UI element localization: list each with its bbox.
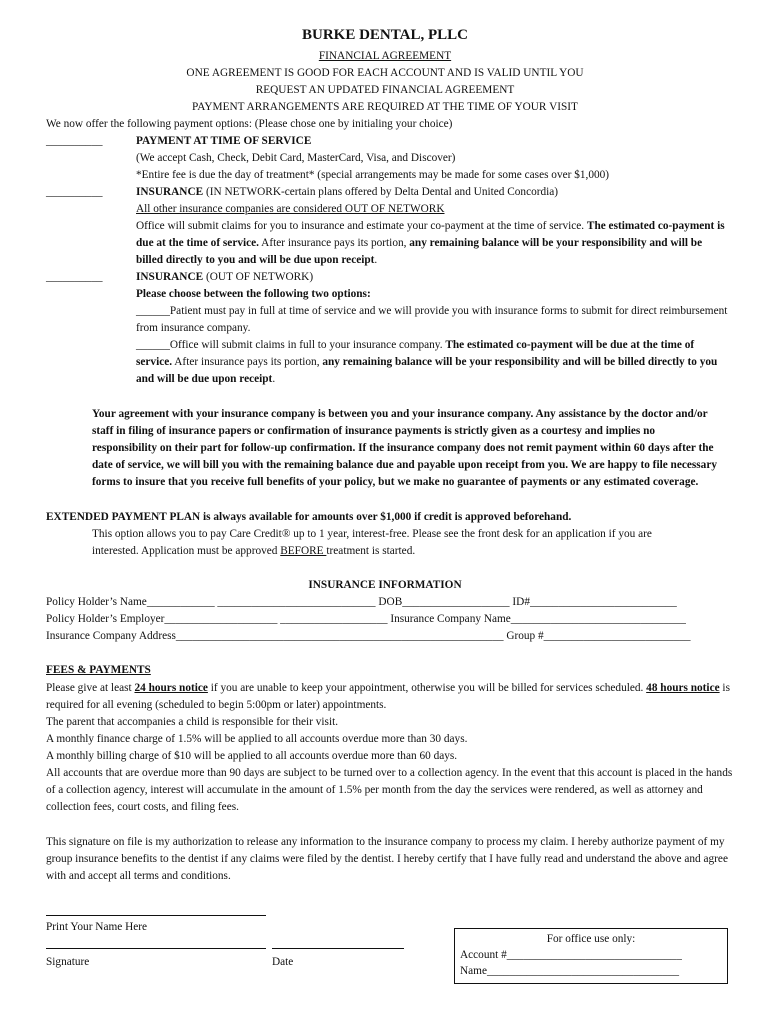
option1-initial-blank[interactable]: __________ [46,135,103,147]
insurance-info-heading: INSURANCE INFORMATION [308,579,462,591]
header-line-1: ONE AGREEMENT IS GOOD FOR EACH ACCOUNT AND IS VALID UNTIL YOU [186,67,584,79]
option2-title-rest: (IN NETWORK-certain plans offered by Delta Dental and United Concordia) [203,186,559,198]
extended-l2a: interested. Application must be approved [92,545,281,557]
signature-line[interactable] [46,948,266,949]
option2-title-bold: INSURANCE [136,186,204,198]
option3-choice-a [136,303,731,337]
option2-paragraph [136,218,731,269]
fees-l1a: Please give at least [46,682,135,694]
fees-line-collection: All accounts that are overdue more than 90 days are subject to be turned over to a collection agency. In the event that this account is placed in the hands of a collection agency, interest will accumulate in the amount of 1.5% per month from the day the services were rendered, as well as attorney and collection fees, court costs, and filing fees. [46,767,733,813]
option2-initial-blank[interactable]: __________ [46,186,103,198]
option1-line1: (We accept Cash, Check, Debit Card, MasterCard, Visa, and Discover) [136,152,456,164]
print-name-label: Print Your Name Here [46,921,148,933]
fees-48-hours: 48 hours notice [646,682,720,694]
fees-heading: FEES & PAYMENTS [46,664,151,676]
header-line-3: PAYMENT ARRANGEMENTS ARE REQUIRED AT THE TIME OF YOUR VISIT [192,101,578,113]
signature-label: Signature [46,956,90,968]
option2-title [136,184,558,201]
option2-p1: Office will submit claims for you to insurance and estimate your co-payment at the time of service. [136,220,587,232]
insurance-company-address-row[interactable]: Insurance Company Address__________________________________________________________ Group #__________________________ [46,630,691,642]
option3-title [136,269,313,286]
fees-l1c: if you are unable to keep your appointment, otherwise you will be billed for services scheduled. [207,682,647,694]
intro-text: We now offer the following payment options: (Please chose one by initialing your choice) [46,118,453,130]
option3-a-text: Patient must pay in full at time of service and we will provide you with insurance forms to submit for direct reimbursement from insurance company. [136,305,728,334]
fees-line-finance: A monthly finance charge of 1.5% will be applied to all accounts overdue more than 30 days. [46,733,468,745]
office-use-box [454,928,728,984]
office-account-field[interactable]: Account #_______________________________ [460,949,682,961]
option1-line2: *Entire fee is due the day of treatment* (special arrangements may be made for some cases over $1,000) [136,169,610,181]
option3-title-rest: (OUT OF NETWORK) [203,271,314,283]
extended-plan-line2 [92,543,415,560]
authorization-paragraph: This signature on file is my authorization to release any information to the insurance company to process my claim. I hereby authorize payment of my group insurance benefits to the dentist if any claims were filed by the dentist. I hereby certify that I have fully read and understand the above and agree with and accept all terms and conditions. [46,836,728,882]
option3-b-bold2: any remaining balance will be your responsibility and will be billed directly to you and will be due upon receipt [136,356,718,385]
option3-b-bold: The estimated co-payment will be due at the time of service. [136,339,695,368]
fees-notice [46,680,736,714]
fees-line-parent: The parent that accompanies a child is responsible for their visit. [46,716,339,728]
insurance-agreement-paragraph: Your agreement with your insurance company is between you and your insurance company. Any assistance by the doctor and/or staff in filing of insurance papers or confirmation of insurance payments is strictly given as a courtesy and implies no responsibility on their part for follow-up confirmation. If the insurance company does not remit payment within 60 days after the date of service, we will bill you with the remaining balance due and payable upon receipt from you. We are happy to file necessary forms to insure that you receive full benefits of your policy, but we make no guarantee of payments or any estimated coverage. [92,408,717,488]
policy-holder-name-row[interactable]: Policy Holder’s Name____________ ____________________________ DOB___________________ ID#__________________________ [46,596,677,608]
option3-b-end: . [272,373,276,385]
option3-title-bold: INSURANCE [136,271,204,283]
option3-choose: Please choose between the following two options: [136,288,371,300]
extended-plan-line1: This option allows you to pay Care Credit® up to 1 year, interest-free. Please see the front desk for an application if you are [92,528,652,540]
practice-name: BURKE DENTAL, PLLC [302,27,468,43]
fees-l1e: is required for all evening (scheduled to begin 5:00pm or later) appointments. [46,682,730,711]
option3-a-blank[interactable]: ______ [136,305,170,317]
extended-before: BEFORE [280,545,327,557]
option3-b-text: Office will submit claims in full to your insurance company. [169,339,446,351]
fees-24-hours: 24 hours notice [134,682,208,694]
policy-holder-employer-row[interactable]: Policy Holder’s Employer____________________ ___________________ Insurance Company Name_______________________________ [46,613,686,625]
date-line[interactable] [272,948,404,949]
option1-title: PAYMENT AT TIME OF SERVICE [136,135,312,147]
option3-choice-b [136,337,731,388]
extended-l2c: treatment is started. [326,545,416,557]
option2-p1e: . [374,254,378,266]
fees-line-billing: A monthly billing charge of $10 will be applied to all accounts overdue more than 60 days. [46,750,458,762]
header-line-2: REQUEST AN UPDATED FINANCIAL AGREEMENT [255,84,515,96]
option3-b-blank[interactable]: ______ [136,339,170,351]
option2-p1c: After insurance pays its portion, [258,237,410,249]
option2-p1d: any remaining balance will be your responsibility and will be billed directly to you and will be due upon receipt [136,237,703,266]
option2-p1b: The estimated co-payment is due at the time of service. [136,220,725,249]
office-name-field[interactable]: Name__________________________________ [460,965,680,977]
date-label: Date [272,956,294,968]
option3-initial-blank[interactable]: __________ [46,271,103,283]
extended-plan-title: EXTENDED PAYMENT PLAN is always available for amounts over $1,000 if credit is approved beforehand. [46,511,572,523]
print-name-line[interactable] [46,915,266,916]
office-use-title: For office use only: [546,933,636,945]
option3-b-text2: After insurance pays its portion, [172,356,323,368]
form-title: FINANCIAL AGREEMENT [318,50,452,62]
option2-note: All other insurance companies are considered OUT OF NETWORK [136,203,445,215]
